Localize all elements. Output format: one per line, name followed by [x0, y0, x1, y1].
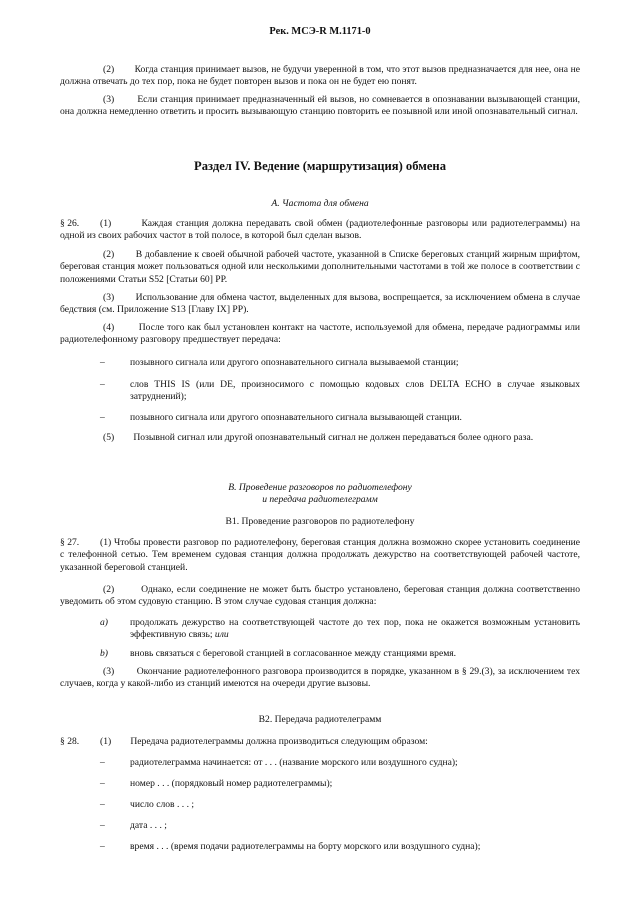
paragraph-27-2: (2) Однако, если соединение не может быть быстро установлено, береговая станция должна соответственно уведомить об этом судовую станцию. В этом случае судовая станция должна: [60, 584, 580, 608]
subsection-a-heading: A. Частота для обмена [271, 198, 369, 209]
list-item: слов THIS IS (или DE, произносимого с помощью кодовых слов DELTA ECHO в случае языковых затруднений); [130, 379, 580, 403]
page-header: Рек. МСЭ-R M.1171-0 [269, 26, 371, 37]
list-dash: – [100, 820, 105, 831]
list-marker-b: b) [100, 648, 108, 659]
list-item: время . . . (время подачи радиотелеграммы на борту морского или воздушного судна); [130, 841, 481, 852]
paragraph-27-3: (3) Окончание радиотелефонного разговора производится в порядке, указанном в § 29.(3), за исключением тех случаев, когда у какой-либо из станций имеются на очереди другие вызовы. [60, 666, 580, 690]
section-number-28: § 28. [60, 736, 80, 747]
list-item-a [130, 617, 580, 642]
list-item-a-or: или [214, 629, 229, 641]
section-title: Раздел IV. Ведение (маршрутизация) обмена [194, 159, 446, 173]
paragraph-26-1-text: (1) Каждая станция должна передавать свой обмен (радиотелефонные разговоры или радиотелеграммы) на одной из своих рабочих частот в той полосе, в которой был сделан вызов. [60, 218, 580, 242]
list-item: номер . . . (порядковый номер радиотелеграммы); [130, 778, 333, 789]
paragraph-27-1 [60, 537, 580, 574]
section-number-26: § 26. [60, 218, 80, 229]
list-dash: – [100, 379, 105, 390]
paragraph-27-1-text: (1) Чтобы провести разговор по радиотелефону, береговая станция должна возможно скорее установить соединение с телефонной сетью. Тем временем судовая станция должна продолжать дежурство на соответствующей рабочей частоте, указанной береговой станцией. [60, 537, 580, 573]
list-item: число слов . . . ; [130, 799, 195, 810]
list-dash: – [100, 778, 105, 789]
paragraph-top-3: (3) Если станция принимает предназначенный ей вызов, но сомневается в опознавании вызывающей станции, она должна немедленно ответить и просить вызывающую станцию повторить ее позывной или иной опознавательный сигнал. [60, 94, 580, 118]
list-item-a-text: продолжать дежурство на соответствующей частоте до тех пор, пока не окажется возможным установить эффективную связь; [130, 617, 580, 641]
list-item: дата . . . ; [130, 820, 167, 831]
list-item: позывного сигнала или другого опознавательного сигнала вызывающей станции. [130, 412, 462, 423]
list-item-b: вновь связаться с береговой станцией в согласованное между станциями время. [130, 648, 457, 659]
paragraph-top-2: (2) Когда станция принимает вызов, не будучи уверенной в том, что этот вызов предназначается для нее, она не должна отвечать до тех пор, пока не будет повторен вызов и пока он не будет ею понят. [60, 64, 580, 88]
paragraph-26-2: (2) В добавление к своей обычной рабочей частоте, указанной в Списке береговых станций жирным шрифтом, береговая станция может пользоваться одной или несколькими дополнительными частотами в той же полосе в соответствии с положениями Статьи S52 [Статьи 60] РР. [60, 249, 580, 285]
paragraph-28-1-text: (1) Передача радиотелеграммы должна производиться следующим образом: [100, 736, 428, 747]
list-item: позывного сигнала или другого опознавательного сигнала вызываемой станции; [130, 357, 459, 368]
paragraph-28-1 [60, 736, 580, 748]
paragraph-26-3: (3) Использование для обмена частот, выделенных для вызова, воспрещается, за исключением обмена в случае бедствия (см. Приложение S13 [Главу IX] РР). [60, 292, 580, 316]
list-item: радиотелеграмма начинается: от . . . (название морского или воздушного судна); [130, 757, 458, 768]
list-dash: – [100, 412, 105, 423]
paragraph-26-4: (4) После того как был установлен контакт на частоте, используемой для обмена, передаче радиограммы или радиотелефонному разговору предшествует передача: [60, 322, 580, 346]
subsection-b1-heading: B1. Проведение разговоров по радиотелефону [225, 516, 415, 527]
list-dash: – [100, 757, 105, 768]
list-dash: – [100, 841, 105, 852]
paragraph-26-5: (5) Позывной сигнал или другой опознавательный сигнал не должен передаваться более одного раза. [103, 432, 534, 443]
subsection-b-heading-line2: и передача радиотелеграмм [262, 494, 378, 505]
list-dash: – [100, 357, 105, 368]
subsection-b-heading-line1: B. Проведение разговоров по радиотелефону [228, 482, 412, 493]
list-marker-a: a) [100, 617, 108, 628]
list-dash: – [100, 799, 105, 810]
subsection-b2-heading: B2. Передача радиотелеграмм [258, 714, 382, 725]
paragraph-26-1 [60, 218, 580, 243]
section-number-27: § 27. [60, 537, 80, 548]
